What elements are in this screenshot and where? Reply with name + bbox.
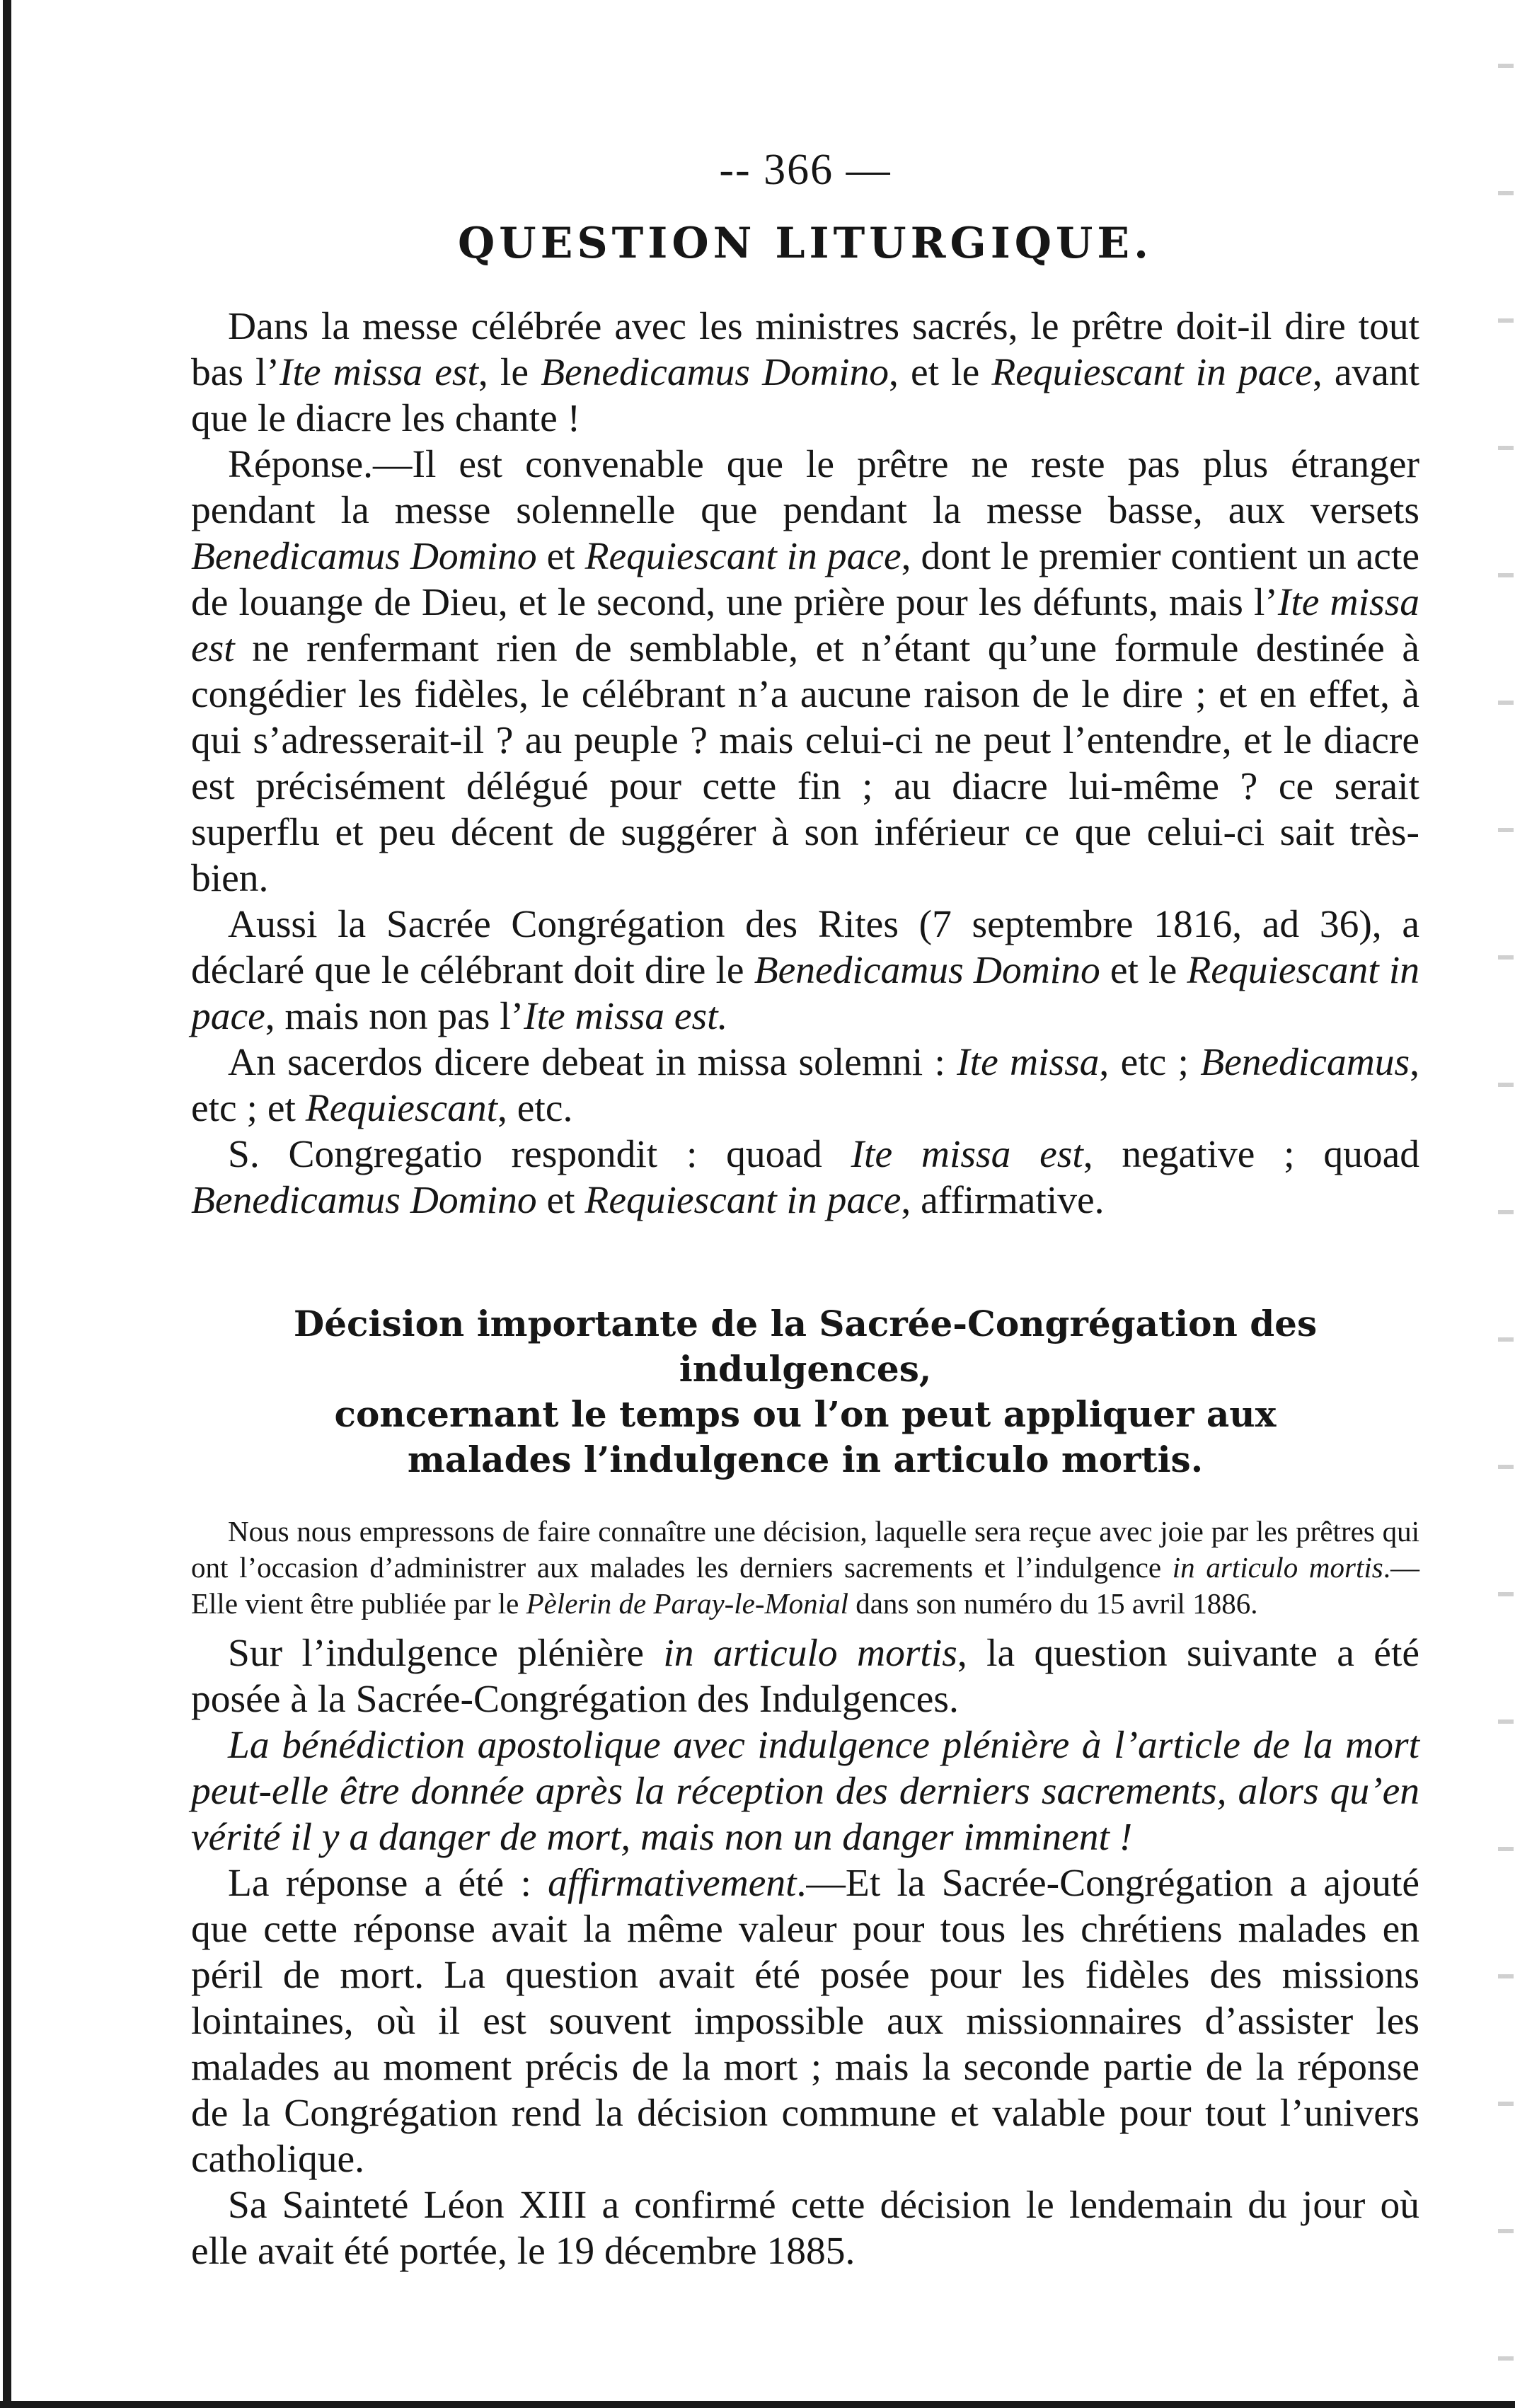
- paragraph: [191, 2182, 1419, 2274]
- text-run: Réponse.—Il est convenable que le prêtre ne reste pas plus étranger pendant la messe solennelle que pendant la messe basse, aux versets: [191, 443, 1419, 532]
- italic-text-run: affirmativement: [548, 1862, 797, 1905]
- text-run: dans son numéro du 15 avril 1886.: [848, 1587, 1258, 1620]
- italic-text-run: Ite missa est: [280, 351, 478, 394]
- text-run: et: [536, 1179, 585, 1222]
- paragraph: [191, 304, 1419, 442]
- italic-text-run: La bénédiction apostolique avec indulgence plénière à l’article de la mort peut-elle être donnée après la réception des derniers sacrements, alors qu’en vérité il y a danger de mort, mais non un danger imminent !: [191, 1724, 1419, 1859]
- section-title-liturgique: QUESTION LITURGIQUE.: [458, 219, 1153, 268]
- text-run: Dans la messe célébrée avec les ministres sacrés, le prêtre doit-il dire tout bas l’: [191, 305, 1419, 394]
- text-run: Nous nous empressons de faire connaître une décision, laquelle sera reçue avec joie par les prêtres qui ont l’occasion d’administrer aux malades les derniers sacrements et l’indulgence: [191, 1515, 1419, 1584]
- bottom-page-edge: [0, 2401, 1515, 2408]
- italic-text-run: Requiescant: [305, 1087, 498, 1130]
- text-run: , etc.: [497, 1087, 573, 1130]
- text-run: , avant que le diacre les chante !: [191, 351, 1420, 440]
- paragraph: [191, 1630, 1419, 1722]
- paragraph: [191, 901, 1419, 1039]
- section-title-line: Décision importante de la Sacrée-Congrégation des indulgences,: [293, 1303, 1318, 1390]
- text-run: La réponse a été :: [228, 1862, 548, 1905]
- text-run: et le: [1100, 949, 1187, 992]
- text-run: et: [536, 535, 585, 578]
- text-run: An sacerdos dicere debeat in missa solemni :: [228, 1041, 957, 1084]
- text-run: , etc ;: [1099, 1041, 1201, 1084]
- text-run: ne renfermant rien de semblable, et n’étant qu’une formule destinée à congédier les fidèles, le célébrant n’a aucune raison de le dire ; et en effet, à qui s’adresserait-il ? au peuple ? mais celui-ci ne peut l’entendre, et le diacre est précisément délégué pour cette fin ; au diacre lui-même ? ce serait superflu et peu décent de suggérer à son inférieur ce que celui-ci sait très-bien.: [191, 627, 1419, 900]
- paragraph: [191, 1131, 1419, 1223]
- section-title-indulgences: [191, 1301, 1419, 1482]
- italic-text-run: in articulo mortis: [663, 1632, 957, 1675]
- italic-text-run: Benedicamus Domino: [754, 949, 1100, 992]
- left-page-edge: [3, 0, 11, 2408]
- text-run: Aussi la Sacrée Congrégation des Rites (7 septembre 1816, ad 36), a déclaré que le célébrant doit dire le: [191, 903, 1419, 992]
- italic-text-run: Requiescant in pace: [191, 949, 1420, 1038]
- text-run: , mais non pas l’: [265, 995, 524, 1038]
- text-run: , la question suivante a été posée à la Sacrée-Congrégation des Indulgences.: [191, 1632, 1419, 1721]
- paragraph: [191, 1039, 1419, 1131]
- section-title-line: malades l’indulgence in articulo mortis.: [407, 1439, 1204, 1480]
- text-run: S. Congregatio respondit : quoad: [228, 1133, 851, 1176]
- italic-text-run: Benedicamus Domino: [541, 351, 889, 394]
- text-run: , et le: [889, 351, 992, 394]
- italic-text-run: Pèlerin de Paray-le-Monial: [526, 1587, 848, 1620]
- intro-note: [191, 1514, 1419, 1622]
- paragraph: [191, 1722, 1419, 1860]
- text-run: , le: [478, 351, 541, 394]
- document-page: [191, 138, 1419, 2274]
- page-number: -- 366 —: [719, 146, 892, 194]
- italic-text-run: Benedicamus Domino: [191, 535, 537, 578]
- italic-text-run: Requiescant in pace: [991, 351, 1313, 394]
- right-margin-specks: [1498, 0, 1514, 2408]
- text-run: .—Et la Sacrée-Congrégation a ajouté que cette réponse avait la même valeur pour tous les chrétiens malades en péril de mort. La question avait été posée pour les fidèles des missions lointaines, où il est souvent impossible aux missionnaires d’assister les malades au moment précis de la mort ; mais la seconde partie de la réponse de la Congrégation rend la décision commune et valable pour tout l’univers catholique.: [191, 1862, 1419, 2181]
- paragraph: [191, 442, 1419, 901]
- italic-text-run: Ite missa est: [851, 1133, 1083, 1176]
- section-indulgences-body: [191, 1630, 1419, 2274]
- italic-text-run: Requiescant in pace: [584, 1179, 901, 1222]
- paragraph: [191, 1860, 1419, 2182]
- text-run: , negative ; quoad: [1083, 1133, 1419, 1176]
- italic-text-run: Ite missa est.: [524, 995, 728, 1038]
- text-run: , dont le premier contient un acte de louange de Dieu, et le second, une prière pour les défunts, mais l’: [191, 535, 1419, 624]
- italic-text-run: Ite missa: [957, 1041, 1100, 1084]
- section-title-line: concernant le temps ou l’on peut appliquer aux: [334, 1393, 1277, 1435]
- italic-text-run: Benedicamus: [1200, 1041, 1410, 1084]
- text-run: Sur l’indulgence plénière: [228, 1632, 664, 1675]
- text-run: Sa Sainteté Léon XIII a confirmé cette décision le lendemain du jour où elle avait été portée, le 19 décembre 1885.: [191, 2184, 1419, 2273]
- section-liturgique-body: [191, 304, 1419, 1223]
- italic-text-run: Ite missa est: [191, 581, 1420, 670]
- italic-text-run: Benedicamus Domino: [191, 1179, 537, 1222]
- italic-text-run: Requiescant in pace: [584, 535, 901, 578]
- italic-text-run: in articulo mortis: [1172, 1551, 1383, 1584]
- text-run: , affirmative.: [901, 1179, 1105, 1222]
- text-run: .—Elle vient être publiée par le: [191, 1551, 1419, 1620]
- text-run: , etc ; et: [191, 1041, 1419, 1130]
